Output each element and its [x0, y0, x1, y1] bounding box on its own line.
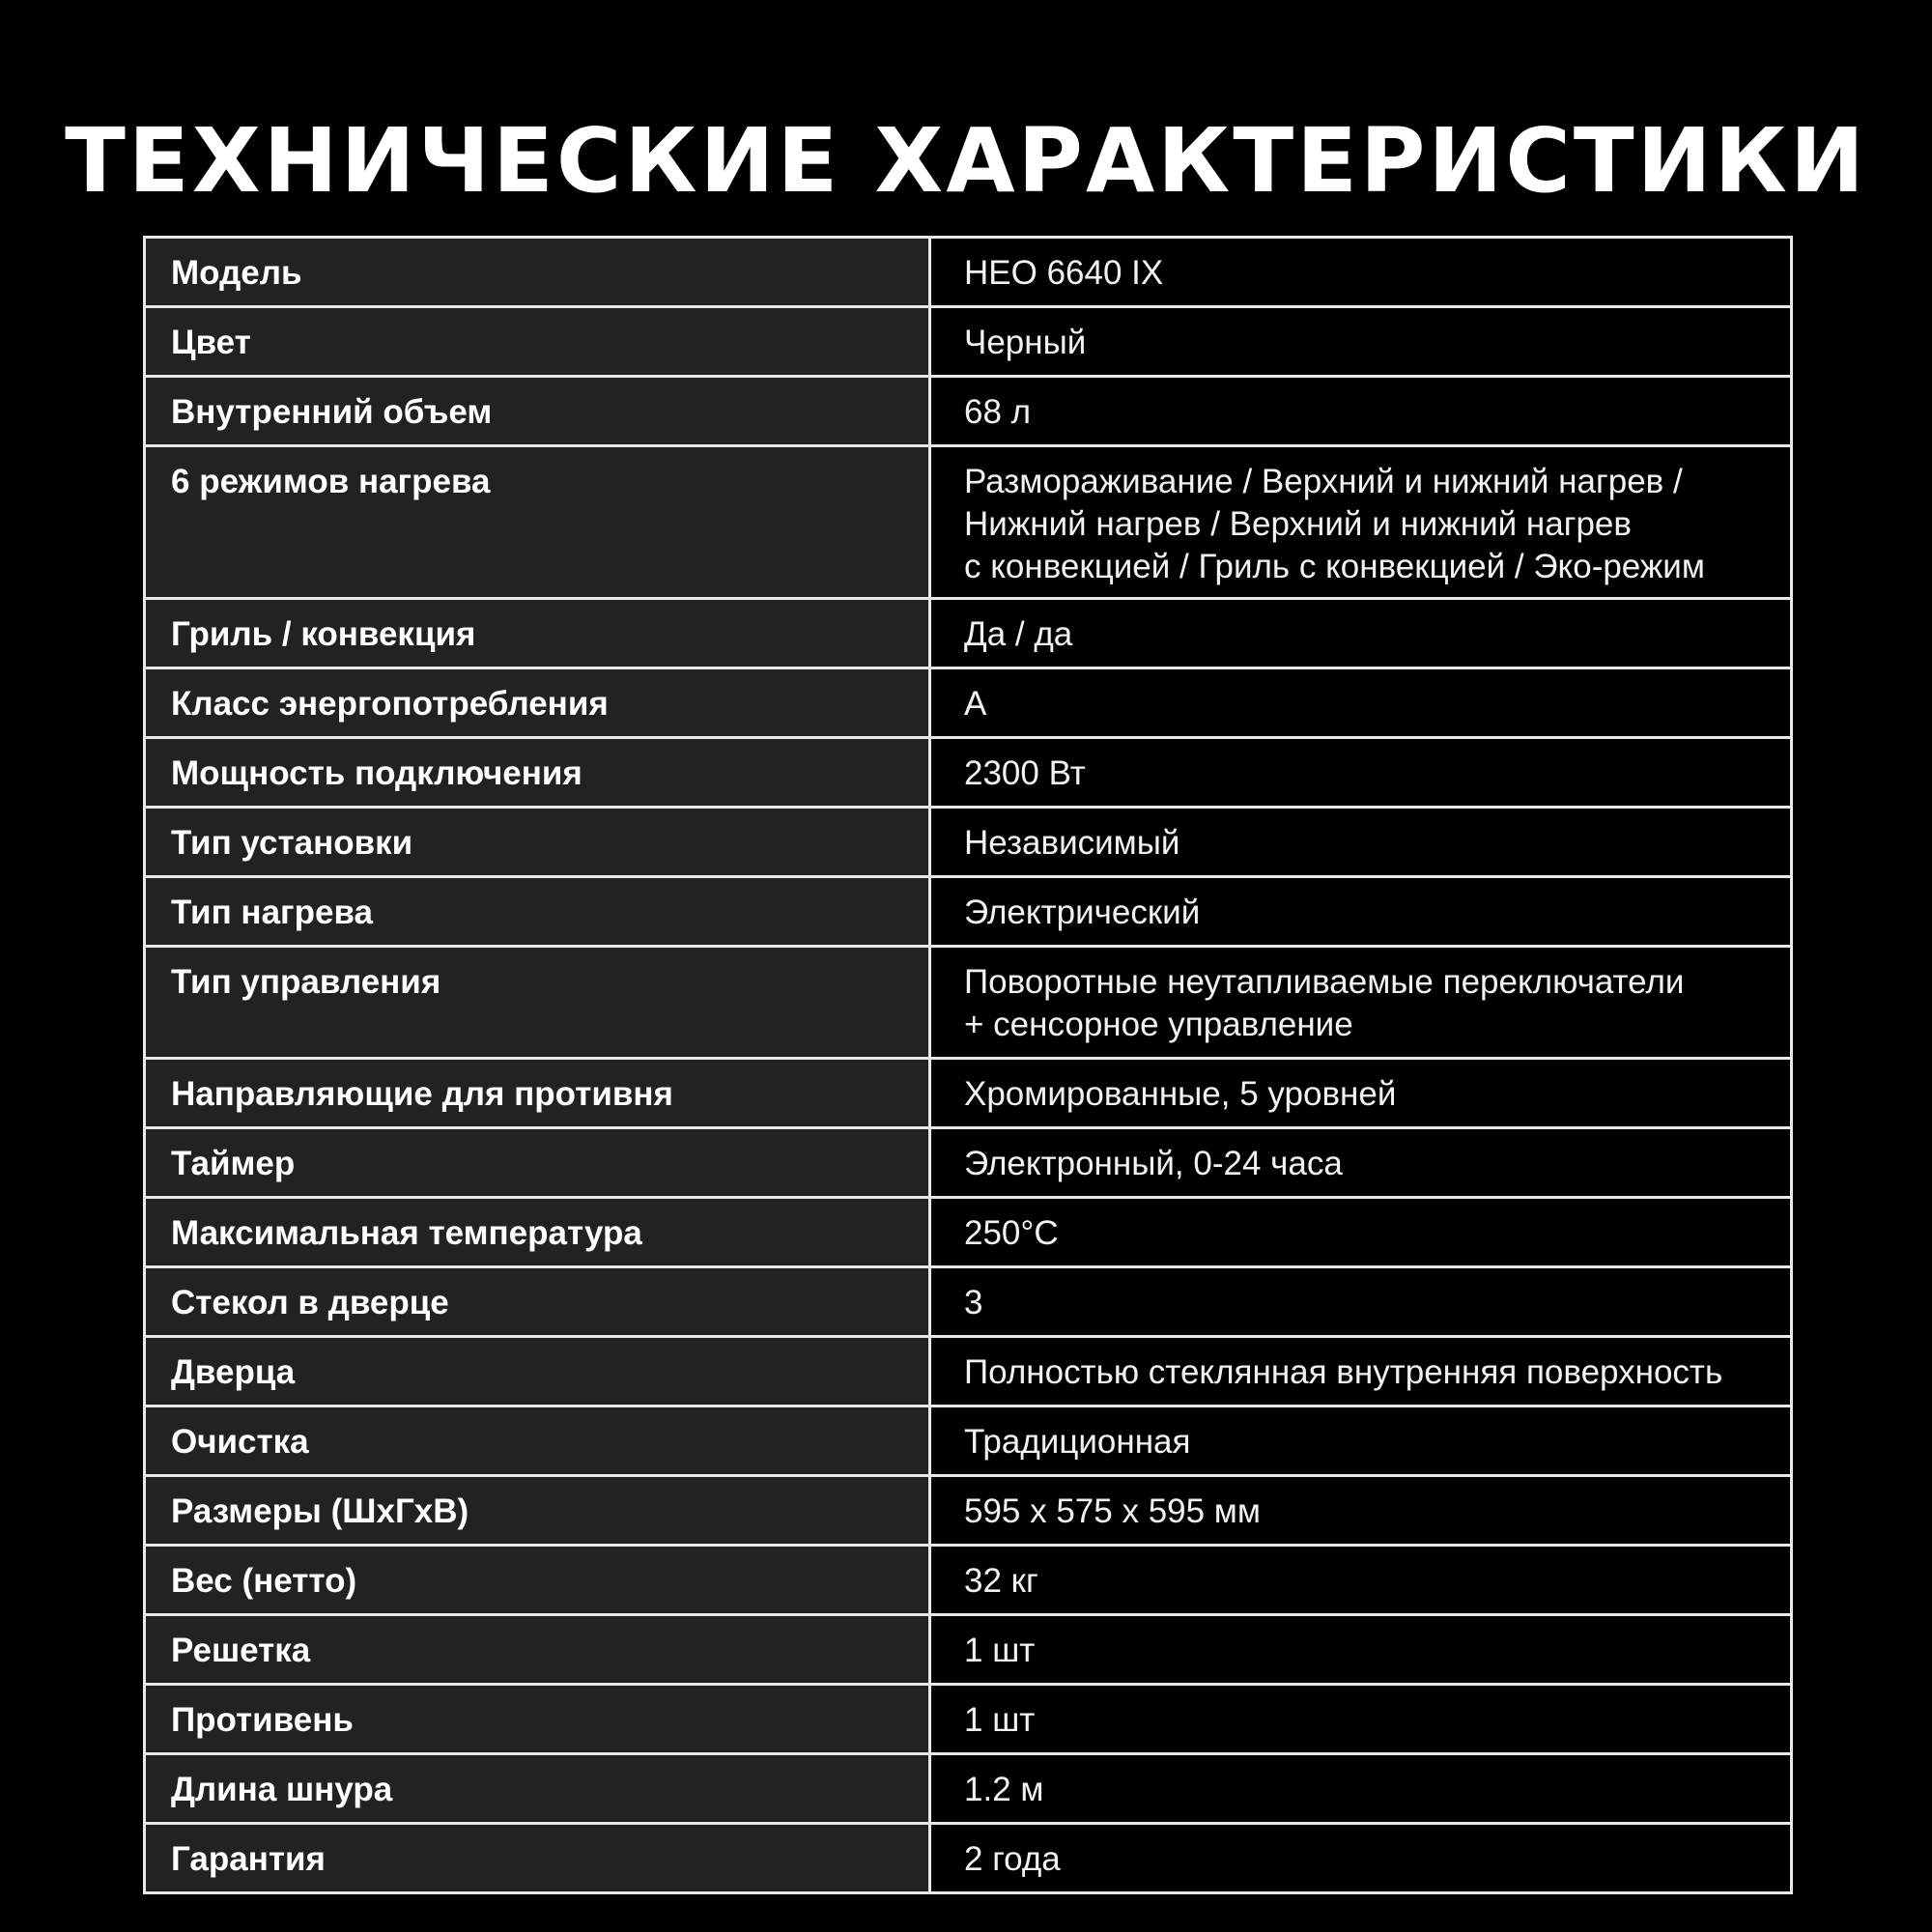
spec-value-line: 1 шт: [964, 1632, 1036, 1669]
spec-row: [145, 738, 1792, 808]
spec-row: [145, 238, 1792, 307]
spec-row: [145, 1128, 1792, 1198]
spec-label: 6 режимов нагрева: [145, 446, 930, 599]
spec-value-line: Электрический: [964, 894, 1201, 931]
spec-value: [930, 1685, 1792, 1754]
spec-row: [145, 377, 1792, 446]
spec-label: Цвет: [145, 307, 930, 377]
spec-label: Тип нагрева: [145, 877, 930, 947]
spec-value: [930, 947, 1792, 1059]
spec-row: [145, 668, 1792, 738]
spec-value: [930, 238, 1792, 307]
spec-value-line: Поворотные неутапливаемые переключатели: [964, 963, 1685, 1001]
spec-value: [930, 1128, 1792, 1198]
spec-label: Тип установки: [145, 808, 930, 877]
spec-value: [930, 1337, 1792, 1406]
spec-label: Очистка: [145, 1406, 930, 1476]
spec-value-line: 1 шт: [964, 1701, 1036, 1739]
spec-row: [145, 1406, 1792, 1476]
spec-row: [145, 446, 1792, 599]
spec-row: [145, 1198, 1792, 1267]
spec-label: Вес (нетто): [145, 1546, 930, 1615]
spec-value: [930, 738, 1792, 808]
spec-label: Стекол в дверце: [145, 1267, 930, 1337]
spec-value: [930, 1059, 1792, 1128]
spec-value-line: Нижний нагрев / Верхний и нижний нагрев: [964, 505, 1632, 543]
spec-value-line: с конвекцией / Гриль с конвекцией / Эко-режим: [964, 548, 1705, 585]
spec-value: [930, 1754, 1792, 1824]
spec-value-line: Полностью стеклянная внутренняя поверхность: [964, 1353, 1723, 1391]
spec-label: Противень: [145, 1685, 930, 1754]
spec-value-line: 3: [964, 1284, 983, 1321]
spec-value: [930, 377, 1792, 446]
spec-value-line: 2 года: [964, 1840, 1061, 1878]
spec-value-line: 68 л: [964, 393, 1032, 431]
spec-value-line: 250°C: [964, 1214, 1059, 1252]
spec-row: [145, 808, 1792, 877]
spec-value-line: Размораживание / Верхний и нижний нагрев /: [964, 463, 1683, 500]
spec-row: [145, 1337, 1792, 1406]
spec-row: [145, 1476, 1792, 1546]
spec-label: Класс энергопотребления: [145, 668, 930, 738]
spec-value-line: Да / да: [964, 615, 1073, 653]
spec-label: Модель: [145, 238, 930, 307]
spec-row: [145, 1546, 1792, 1615]
spec-label: Тип управления: [145, 947, 930, 1059]
spec-value: [930, 1267, 1792, 1337]
spec-label: Мощность подключения: [145, 738, 930, 808]
spec-value-line: + сенсорное управление: [964, 1006, 1353, 1043]
spec-value-line: Традиционная: [964, 1423, 1191, 1461]
spec-value-line: Независимый: [964, 824, 1180, 862]
spec-table: [143, 236, 1793, 1894]
spec-row: [145, 307, 1792, 377]
page-title: ТЕХНИЧЕСКИЕ ХАРАКТЕРИСТИКИ: [65, 109, 1867, 213]
spec-label: Максимальная температура: [145, 1198, 930, 1267]
spec-value: [930, 808, 1792, 877]
spec-value-line: 595 x 575 x 595 мм: [964, 1492, 1261, 1530]
spec-label: Направляющие для противня: [145, 1059, 930, 1128]
spec-value: [930, 1406, 1792, 1476]
spec-value: [930, 599, 1792, 668]
spec-row: [145, 599, 1792, 668]
spec-value: [930, 877, 1792, 947]
spec-value: [930, 668, 1792, 738]
spec-value-line: A: [964, 685, 987, 723]
spec-table-body: [145, 238, 1792, 1893]
spec-row: [145, 1267, 1792, 1337]
spec-value-line: 2300 Вт: [964, 754, 1086, 792]
spec-row: [145, 1824, 1792, 1893]
spec-label: Внутренний объем: [145, 377, 930, 446]
spec-label: Дверца: [145, 1337, 930, 1406]
spec-value-line: Электронный, 0-24 часа: [964, 1145, 1343, 1182]
spec-value-line: HEO 6640 IX: [964, 254, 1164, 292]
spec-value: [930, 1198, 1792, 1267]
spec-label: Решетка: [145, 1615, 930, 1685]
spec-value: [930, 1476, 1792, 1546]
spec-value: [930, 446, 1792, 599]
spec-row: [145, 1059, 1792, 1128]
spec-value: [930, 307, 1792, 377]
spec-value-line: Черный: [964, 324, 1087, 361]
spec-label: Гриль / конвекция: [145, 599, 930, 668]
spec-label: Длина шнура: [145, 1754, 930, 1824]
spec-row: [145, 947, 1792, 1059]
spec-value-line: Хромированные, 5 уровней: [964, 1075, 1397, 1113]
spec-label: Таймер: [145, 1128, 930, 1198]
spec-value-line: 32 кг: [964, 1562, 1038, 1600]
spec-value-line: 1.2 м: [964, 1771, 1044, 1808]
spec-label: Гарантия: [145, 1824, 930, 1893]
spec-row: [145, 877, 1792, 947]
spec-value: [930, 1615, 1792, 1685]
spec-row: [145, 1754, 1792, 1824]
spec-row: [145, 1615, 1792, 1685]
spec-value: [930, 1824, 1792, 1893]
spec-row: [145, 1685, 1792, 1754]
spec-label: Размеры (ШхГхВ): [145, 1476, 930, 1546]
spec-value: [930, 1546, 1792, 1615]
